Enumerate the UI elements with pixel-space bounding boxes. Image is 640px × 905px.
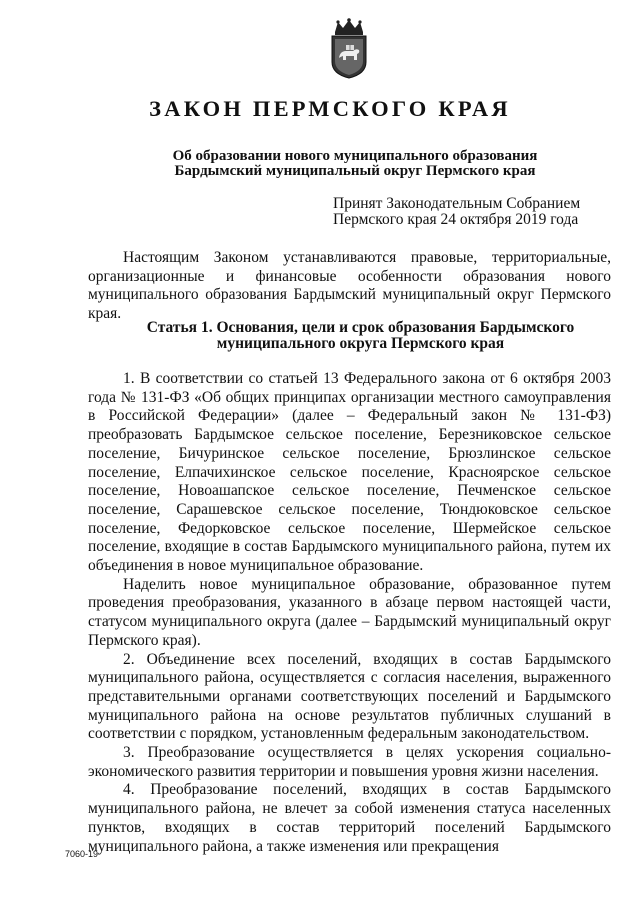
subtitle-line: Об образовании нового муниципального образования xyxy=(172,148,538,164)
document-code: 7060-19 xyxy=(65,849,99,859)
adoption-note xyxy=(333,196,580,228)
adoption-line: Принят Законодательным Собранием xyxy=(333,195,581,212)
law-subtitle xyxy=(150,149,560,179)
article-1-heading xyxy=(88,320,611,351)
intro-paragraph: Настоящим Законом устанавливаются правовые, территориальные, организационные и финансовые особенности образования нового муниципального образования Бардымский муниципальный округ Пермского края. xyxy=(88,249,611,323)
article-paragraph: 4. Преобразование поселений, входящих в состав Бардымского муниципального района, не влечет за собой изменения статуса населенных пунктов, входящих в состав территорий поселений Бардымского муниципального района, а также изменения или прекращения xyxy=(88,781,611,855)
adoption-line: Пермского края 24 октября 2019 года xyxy=(333,211,579,228)
law-title: ЗАКОН ПЕРМСКОГО КРАЯ xyxy=(149,96,511,121)
perm-krai-coat-of-arms-icon xyxy=(326,18,372,80)
article-paragraph: Наделить новое муниципальное образование, образованное путем проведения преобразования, указанного в абзаце первом настоящей части, статусом муниципального округа (далее – Бардымский муниципальный округ Пермского края). xyxy=(88,575,611,649)
article-heading-line: Статья 1. Основания, цели и срок образования Бардымского xyxy=(146,319,575,336)
article-heading-line: муниципального округа Пермского края xyxy=(216,334,505,352)
article-1-body xyxy=(88,370,611,856)
intro-section xyxy=(88,249,611,324)
article-paragraph: 3. Преобразование осуществляется в целях ускорения социально-экономического развития территории и повышения уровня жизни населения. xyxy=(88,744,611,780)
article-paragraph: 1. В соответствии со статьей 13 Федерального закона от 6 октября 2003 года № 131-ФЗ «Об общих принципах организации местного самоуправления в Российской Федерации» (далее – Федеральный закон № 131-ФЗ) преобразовать Бардымское сельское поселение, Березниковское сельское поселение, Бичуринское сельское поселение, Брюзлинское сельское поселение, Елпачихинское сельское поселение, Красноярское сельское поселение, Новоашапское сельское поселение, Печменское сельское поселение, Сарашевское сельское поселение, Тюндюковское сельское поселение, Федорковское сельское поселение, Шермейское сельское поселение, входящие в состав Бардымского муниципального района, путем их объединения в новое муниципальное образование. xyxy=(88,370,611,575)
subtitle-line: Бардымский муниципальный округ Пермского края xyxy=(174,163,536,179)
article-paragraph: 2. Объединение всех поселений, входящих в состав Бардымского муниципального района, осуществляется с согласия населения, выраженного представительными органами соответствующих поселений и Бардымского муниципального района на основе результатов публичных слушаний в соответствии с порядком, установленным федеральным законодательством. xyxy=(88,650,611,743)
